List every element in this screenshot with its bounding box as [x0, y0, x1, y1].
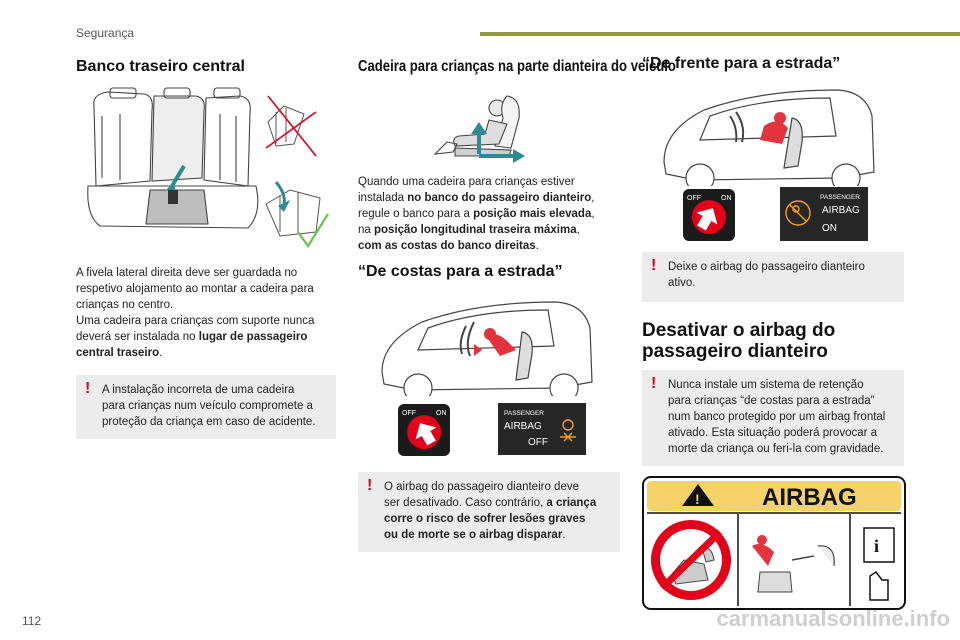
heading-rear-center-seat: Banco traseiro central	[76, 58, 245, 75]
warning-icon: !	[651, 257, 657, 274]
page-number: 112	[22, 614, 42, 628]
off-text: OFF	[528, 437, 548, 448]
airbag-switch-off-position	[398, 404, 450, 456]
info-icon: i	[874, 536, 880, 556]
warning-box-rear-seat: ! A instalação incorreta de uma cadeira para crianças num veículo compromete a proteção da criança em caso de acidente.	[76, 375, 336, 439]
front-seat-text: Quando uma cadeira para crianças estiver instalada no banco do passageiro dianteiro, regule o banco para a posição mais elevada, na posição longitudinal traseira máxima, com as costas do banco direitas.	[358, 176, 595, 252]
passenger-airbag-on-indicator	[780, 187, 868, 241]
watermark: carmanualsonline.info	[716, 606, 950, 631]
heading-rear-facing: “De costas para a estrada”	[358, 263, 563, 280]
rear-seat-text: A fivela lateral direita deve ser guardada no respetivo alojamento ao montar a cadeira para crianças no centro. Uma cadeira para crianças com suporte nunca deverá ser instalada no lugar de passageiro central traseiro.	[76, 267, 315, 359]
seat-adjust-illustration	[425, 88, 535, 170]
airbag-word: AIRBAG	[504, 421, 542, 432]
warning-box-never-rear-facing: ! Nunca instale um sistema de retenção para crianças “de costas para a estrada” num banco protegido por um airbag frontal ativado. Esta situação poderá provocar a morte da criança ou feri-la com gravidade.	[642, 370, 904, 466]
warning-icon: !	[85, 380, 91, 397]
airbag-word: AIRBAG	[822, 205, 860, 216]
header-accent-bar	[480, 32, 960, 36]
airbag-warning-sticker	[642, 476, 906, 610]
heading-forward-facing: “De frente para a estrada”	[642, 55, 841, 72]
heading-deactivate-airbag: Desativar o airbag do passageiro dianteiro	[642, 320, 836, 362]
rear-seat-illustration	[80, 86, 340, 256]
exclamation-icon: !	[695, 491, 700, 507]
switch-on-text: ON	[436, 410, 447, 417]
heading-front-child-seat: Cadeira para crianças na parte dianteira do veículo	[358, 58, 676, 75]
airbag-switch-on-position	[683, 189, 735, 241]
passenger-airbag-off-indicator	[498, 403, 586, 455]
switch-on-text: ON	[721, 195, 732, 202]
switch-off-text: OFF	[402, 410, 416, 417]
warning-icon: !	[367, 477, 373, 494]
on-text: ON	[822, 223, 837, 234]
passenger-label: PASSENGER	[820, 194, 860, 201]
car-rear-facing-illustration	[378, 298, 594, 396]
warning-icon: !	[651, 375, 657, 392]
passenger-label: PASSENGER	[504, 410, 544, 417]
warning-box-rear-facing: ! O airbag do passageiro dianteiro deve ser desativado. Caso contrário, a criança corre o risco de sofrer lesões graves ou de morte se o airbag disparar.	[358, 472, 620, 552]
car-forward-facing-illustration	[660, 86, 876, 186]
switch-off-text: OFF	[687, 195, 701, 202]
airbag-sticker-label: AIRBAG	[762, 484, 857, 511]
section-title: Segurança	[76, 26, 135, 40]
warning-box-keep-airbag-active: ! Deixe o airbag do passageiro dianteiro ativo.	[642, 252, 904, 302]
